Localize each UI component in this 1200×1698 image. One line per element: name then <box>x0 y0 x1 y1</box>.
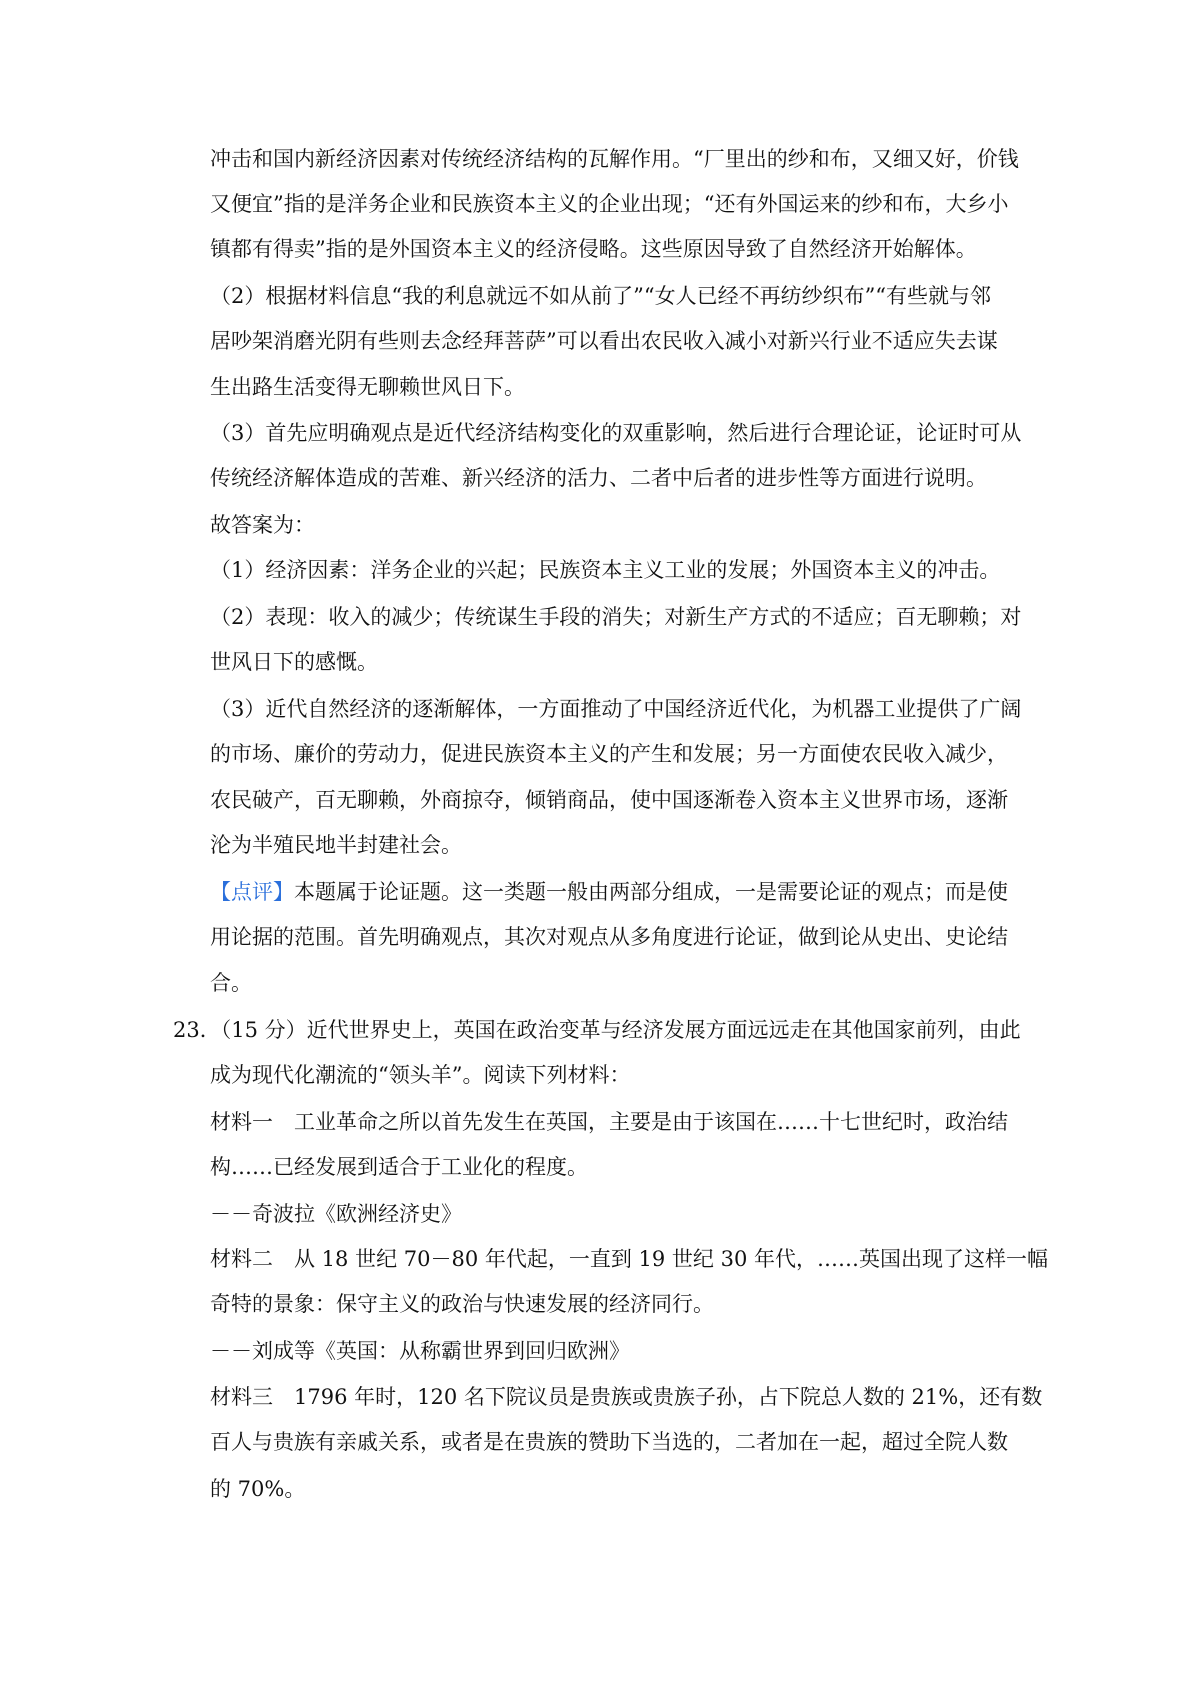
material-1-line1: 材料一 工业革命之所以首先发生在英国，主要是由于该国在……十七世纪时，政治结 <box>210 1110 1008 1134</box>
analysis-p2-line2: 居吵架消磨光阴有些则去念经拜菩萨”可以看出农民收入减小对新兴行业不适应失去谋 <box>210 329 998 353</box>
analysis-p1-line2: 又便宜”指的是洋务企业和民族资本主义的企业出现；“还有外国运来的纱和布，大乡小 <box>210 192 1009 216</box>
comment-text: 本题属于论证题。这一类题一般由两部分组成，一是需要论证的观点；而是使 <box>294 880 1008 904</box>
material-2-line1: 材料二 从 18 世纪 70－80 年代起，一直到 19 世纪 30 年代，……英国出现了这样一幅 <box>210 1247 1049 1271</box>
material-1-source: －－奇波拉《欧洲经济史》 <box>210 1202 462 1226</box>
analysis-p1-line1: 冲击和国内新经济因素对传统经济结构的瓦解作用。“厂里出的纱和布，又细又好，价钱 <box>210 147 1019 171</box>
material-1-line2: 构……已经发展到适合于工业化的程度。 <box>210 1155 588 1179</box>
answer-3-line4: 沦为半殖民地半封建社会。 <box>210 833 462 857</box>
answer-3-line1: （3）近代自然经济的逐渐解体，一方面推动了中国经济近代化，为机器工业提供了广阔 <box>210 697 1022 721</box>
analysis-p3-line2: 传统经济解体造成的苦难、新兴经济的活力、二者中后者的进步性等方面进行说明。 <box>210 466 987 490</box>
analysis-p2-line3: 生出路生活变得无聊赖世风日下。 <box>210 375 525 399</box>
answer-2-line2: 世风日下的感慨。 <box>210 650 378 674</box>
answer-1: （1）经济因素：洋务企业的兴起；民族资本主义工业的发展；外国资本主义的冲击。 <box>210 558 1001 582</box>
answer-2-line1: （2）表现：收入的减少；传统谋生手段的消失；对新生产方式的不适应；百无聊赖；对 <box>210 605 1022 629</box>
comment-tag: 【点评】 <box>210 880 294 904</box>
question-23-line1: 23．（15 分）近代世界史上，英国在政治变革与经济发展方面远远走在其他国家前列，由此 <box>173 1018 1021 1042</box>
comment-line2: 用论据的范围。首先明确观点，其次对观点从多角度进行论证，做到论从史出、史论结 <box>210 925 1008 949</box>
analysis-p1-line3: 镇都有得卖”指的是外国资本主义的经济侵略。这些原因导致了自然经济开始解体。 <box>210 237 977 261</box>
analysis-p3-line1: （3）首先应明确观点是近代经济结构变化的双重影响，然后进行合理论证，论证时可从 <box>210 421 1022 445</box>
question-23-line2: 成为现代化潮流的“领头羊”。阅读下列材料： <box>210 1063 631 1087</box>
material-3-line3: 的 70%。 <box>210 1477 306 1501</box>
material-3-line1: 材料三 1796 年时，120 名下院议员是贵族或贵族子孙，占下院总人数的 21%，还有数 <box>210 1385 1043 1409</box>
material-2-source: －－刘成等《英国：从称霸世界到回归欧洲》 <box>210 1339 630 1363</box>
material-2-line2: 奇特的景象：保守主义的政治与快速发展的经济同行。 <box>210 1292 714 1316</box>
comment-line1 <box>0 877 1200 907</box>
material-3-line2: 百人与贵族有亲戚关系，或者是在贵族的赞助下当选的，二者加在一起，超过全院人数 <box>210 1430 1008 1454</box>
answer-intro: 故答案为： <box>210 513 315 537</box>
comment-line3: 合。 <box>210 971 252 995</box>
answer-3-line2: 的市场、廉价的劳动力，促进民族资本主义的产生和发展；另一方面使农民收入减少， <box>210 742 1008 766</box>
answer-3-line3: 农民破产，百无聊赖，外商掠夺，倾销商品，使中国逐渐卷入资本主义世界市场，逐渐 <box>210 788 1008 812</box>
analysis-p2-line1: （2）根据材料信息“我的利息就远不如从前了”“女人已经不再纺纱织布”“有些就与邻 <box>210 284 992 308</box>
